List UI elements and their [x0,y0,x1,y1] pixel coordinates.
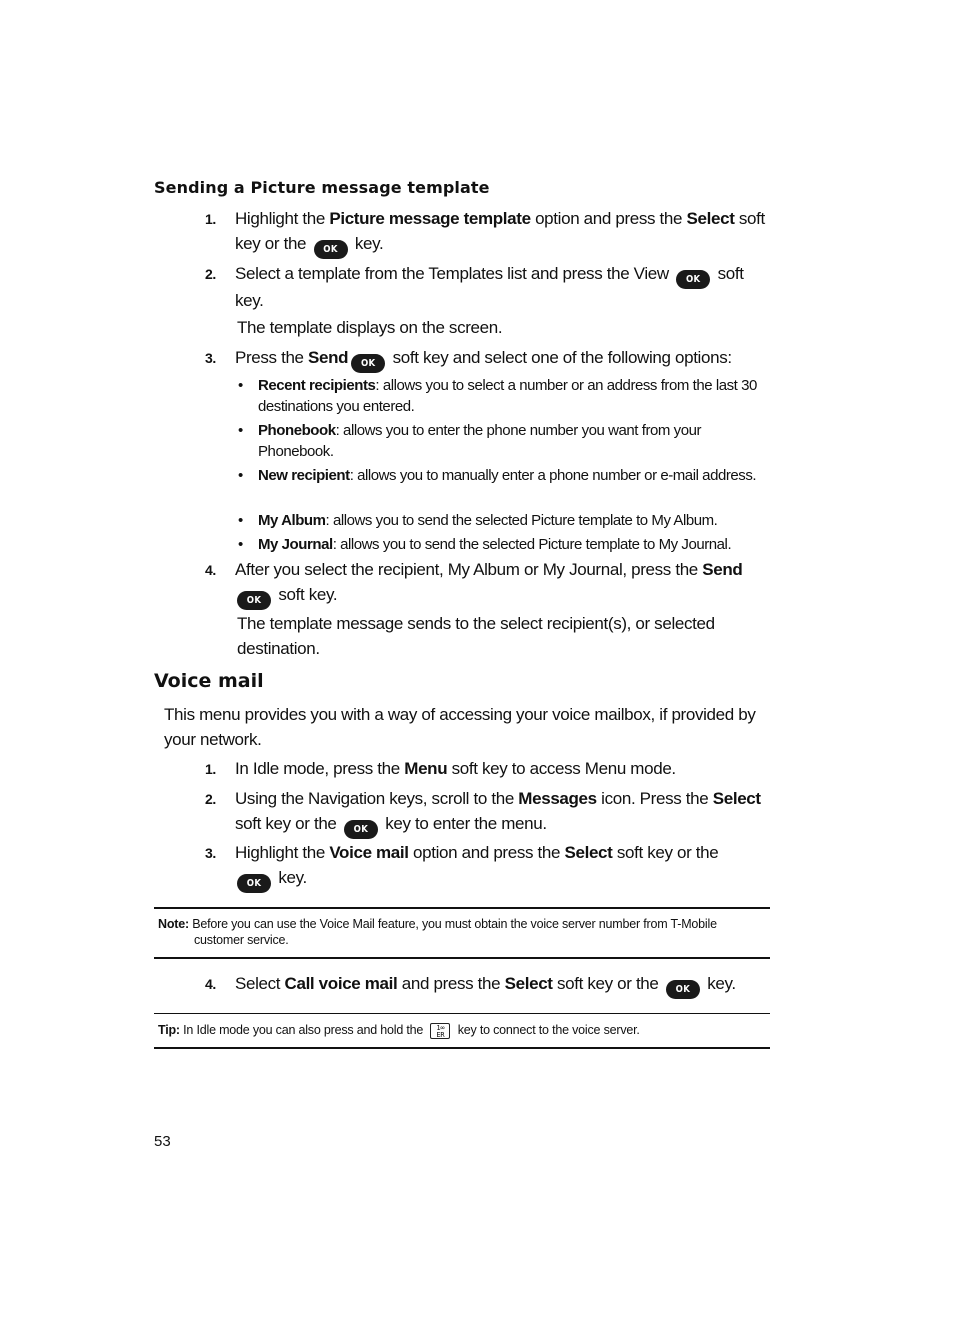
bullet-icon: • [238,467,243,484]
step-number: 3. [205,350,216,366]
section-heading: Sending a Picture message template [154,178,490,197]
voice-mail-heading: Voice mail [154,670,264,692]
ok-key-icon: OK [237,591,271,610]
step-2 [205,262,771,314]
step-text: Highlight the Voice mail option and press the Select soft key or the OK key. [235,841,771,893]
step-3 [205,346,771,373]
ok-key-icon: OK [666,980,700,999]
template-sends-text: The template message sends to the select recipient(s), or selected destination. [237,614,715,658]
ok-key-icon: OK [676,270,710,289]
option-phonebook: • Phonebook: allows you to enter the phone number you want from your Phonebook. [238,422,702,460]
step-1 [205,207,771,259]
note-text: Before you can use the Voice Mail feature, you must obtain the voice server number from T-Mobile [188,917,717,931]
vm-step-4 [205,972,771,999]
note-text-cont: customer service. [194,933,289,947]
bullet-icon: • [238,422,243,439]
step-text: Select a template from the Templates list and press the View OK soft key. [235,264,744,310]
ok-key-icon: OK [351,354,385,373]
note [158,916,768,948]
ok-key-icon: OK [314,240,348,259]
ok-key-icon: OK [344,820,378,839]
tip [158,1022,768,1039]
option-new-recipient: • New recipient: allows you to manually enter a phone number or e-mail address. [238,467,757,484]
step-text: Select Call voice mail and press the Select soft key or the OK key. [235,972,771,999]
note-top-rule [154,907,770,909]
voicemail-key-icon: 1∞ ER [430,1023,450,1039]
step-number: 2. [205,266,216,282]
bullet-icon: • [238,512,243,529]
bullet-icon: • [238,377,243,394]
step-text: Highlight the Picture message template option and press the Select soft key or the OK key. [235,207,771,259]
step-number: 4. [205,562,216,578]
voice-mail-intro: This menu provides you with a way of accessing your voice mailbox, if provided by your network. [164,705,756,749]
template-displays-text: The template displays on the screen. [237,318,503,337]
step-text: After you select the recipient, My Album or My Journal, press the Send OK soft key. [235,558,771,610]
tip-bottom-rule [154,1047,770,1049]
step-text: Press the Send OK soft key and select one of the following options: [235,346,771,373]
note-label: Note: [158,917,189,931]
bullet-icon: • [238,536,243,553]
step-text: Using the Navigation keys, scroll to the Messages icon. Press the Select soft key or the OK key to enter the menu. [235,787,771,839]
vm-step-2 [205,787,771,839]
option-my-journal: • My Journal: allows you to send the selected Picture template to My Journal. [238,536,732,553]
tip-top-rule [154,1013,770,1014]
step-number: 1. [205,211,216,227]
step-number: 2. [205,791,216,807]
step-text: In Idle mode, press the Menu soft key to access Menu mode. [235,759,676,778]
page-number: 53 [154,1133,171,1150]
step-4 [205,558,771,610]
option-my-album: • My Album: allows you to send the selected Picture template to My Album. [238,512,718,529]
vm-step-1 [205,757,771,782]
option-recent-recipients: • Recent recipients: allows you to select a number or an address from the last 30 destinations you entered. [238,377,757,415]
step-number: 1. [205,761,216,777]
note-bottom-rule [154,957,770,959]
tip-text-end: key to connect to the voice server. [454,1023,640,1037]
tip-text: In Idle mode you can also press and hold the [179,1023,427,1037]
step-number: 4. [205,976,216,992]
ok-key-icon: OK [237,874,271,893]
step-number: 3. [205,845,216,861]
tip-label: Tip: [158,1023,180,1037]
vm-step-3 [205,841,771,893]
